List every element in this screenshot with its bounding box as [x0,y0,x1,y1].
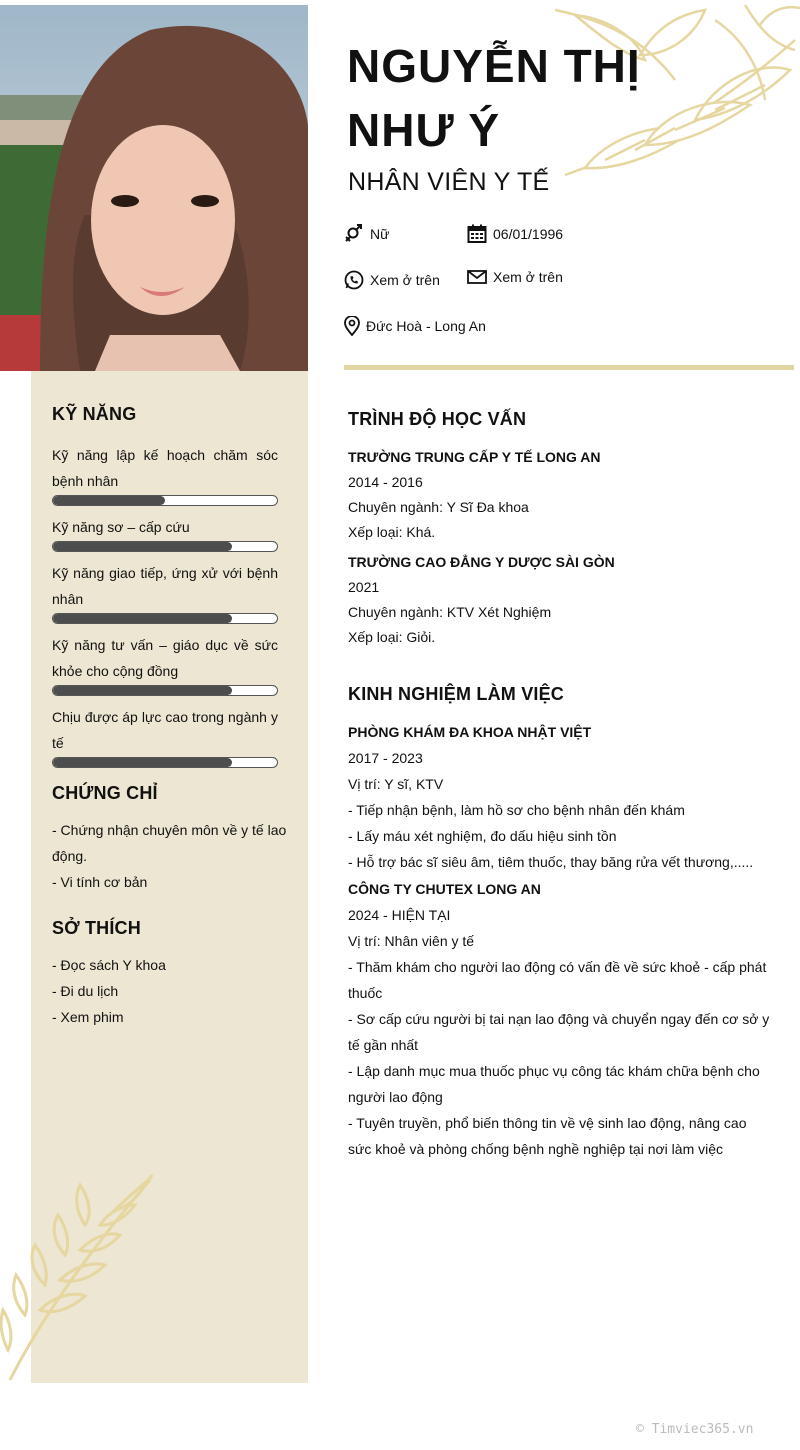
job-position: Vị trí: Nhân viên y tế [348,933,475,949]
skill-bar-fill [53,496,165,505]
hobby-item: - Đọc sách Y khoa [52,957,166,973]
skills-list [52,442,278,776]
hobbies-list [52,952,292,1030]
profile-photo [0,5,308,371]
phone-icon [344,270,364,290]
hobby-item: - Xem phim [52,1009,124,1025]
skill-bar [52,685,278,696]
birthday-text: 06/01/1996 [493,226,564,242]
job-duty: - Hỗ trợ bác sĩ siêu âm, tiêm thuốc, thay băng rửa vết thương,..... [348,854,754,870]
school-name: TRƯỜNG TRUNG CẤP Y TẾ LONG AN [348,449,601,465]
experience-entry [348,719,773,875]
phone-text: Xem ở trên [370,272,440,288]
address-info [344,316,486,336]
skill-item [52,704,278,768]
skill-item [52,442,278,506]
job-duty: - Lấy máu xét nghiệm, đo dấu hiệu sinh tồn [348,828,617,844]
skill-bar-fill [53,758,232,767]
skill-bar [52,757,278,768]
address-text: Đức Hoà - Long An [366,318,486,334]
job-duty: - Tuyên truyền, phổ biến thông tin về vệ sinh lao động, nâng cao sức khoẻ và phòng chống bệnh nghề nghiệp tại nơi làm việc [348,1115,747,1157]
school-rank: Xếp loại: Khá. [348,524,436,540]
experience-entry [348,876,773,1162]
company-name: PHÒNG KHÁM ĐA KHOA NHẬT VIỆT [348,724,592,740]
skill-bar [52,541,278,552]
experience-title: KINH NGHIỆM LÀM VIỆC [348,684,565,704]
job-title: NHÂN VIÊN Y TẾ [348,168,550,196]
job-duty: - Lập danh mục mua thuốc phục vụ công tác khám chữa bệnh cho người lao động [348,1063,760,1105]
leaf-decoration-bottom-icon [0,1170,160,1385]
skill-bar [52,495,278,506]
job-years: 2024 - HIỆN TẠI [348,907,451,923]
candidate-name [347,34,787,162]
certificate-item: - Chứng nhận chuyên môn về y tế lao động. [52,822,287,864]
education-title: TRÌNH ĐỘ HỌC VẤN [348,409,527,429]
skill-item [52,632,278,696]
header-divider [344,365,794,370]
candidate-name-line2: NHƯ Ý [347,104,501,156]
location-pin-icon [344,316,360,336]
candidate-name-line1: NGUYỄN THỊ [347,40,641,92]
job-duty: - Thăm khám cho người lao động có vấn đề về sức khoẻ - cấp phát thuốc [348,959,767,1001]
education-entry [348,445,778,545]
skill-label: Kỹ năng tư vấn – giáo dục về sức khỏe cho cộng đồng [52,637,278,679]
skill-label: Kỹ năng sơ – cấp cứu [52,519,190,535]
school-major: Chuyên ngành: Y Sĩ Đa khoa [348,499,529,515]
skill-label: Kỹ năng lập kế hoạch chăm sóc bệnh nhân [52,447,278,489]
hobbies-title: SỞ THÍCH [52,918,141,938]
education-entry [348,550,778,650]
job-duty: - Sơ cấp cứu người bị tai nạn lao động và chuyển ngay đến cơ sở y tế gần nhất [348,1011,770,1053]
job-duty: - Tiếp nhận bệnh, làm hồ sơ cho bệnh nhân đến khám [348,802,685,818]
school-years: 2014 - 2016 [348,474,423,490]
calendar-icon [467,224,487,244]
job-years: 2017 - 2023 [348,750,423,766]
certificate-item: - Vi tính cơ bản [52,874,148,890]
hobby-item: - Đi du lịch [52,983,119,999]
gender-icon [344,224,364,244]
school-name: TRƯỜNG CAO ĐẲNG Y DƯỢC SÀI GÒN [348,554,615,570]
skill-label: Chịu được áp lực cao trong ngành y tế [52,709,278,751]
gender-info [344,224,389,244]
skill-bar [52,613,278,624]
school-rank: Xếp loại: Giỏi. [348,629,436,645]
email-info [467,268,563,286]
skill-bar-fill [53,614,232,623]
school-major: Chuyên ngành: KTV Xét Nghiệm [348,604,552,620]
email-text: Xem ở trên [493,269,563,285]
certificates-title: CHỨNG CHỈ [52,783,158,803]
skill-item [52,560,278,624]
company-name: CÔNG TY CHUTEX LONG AN [348,881,541,897]
gender-text: Nữ [370,226,390,242]
skill-item [52,514,278,552]
skill-bar-fill [53,542,232,551]
watermark: © Timviec365.vn [636,1422,754,1437]
school-years: 2021 [348,579,380,595]
certificates-list [52,817,292,895]
phone-info [344,270,440,290]
skill-bar-fill [53,686,232,695]
job-position: Vị trí: Y sĩ, KTV [348,776,444,792]
skill-label: Kỹ năng giao tiếp, ứng xử với bệnh nhân [52,565,278,607]
mail-icon [467,268,487,286]
skills-title: KỸ NĂNG [52,404,137,424]
birthday-info [467,224,563,244]
